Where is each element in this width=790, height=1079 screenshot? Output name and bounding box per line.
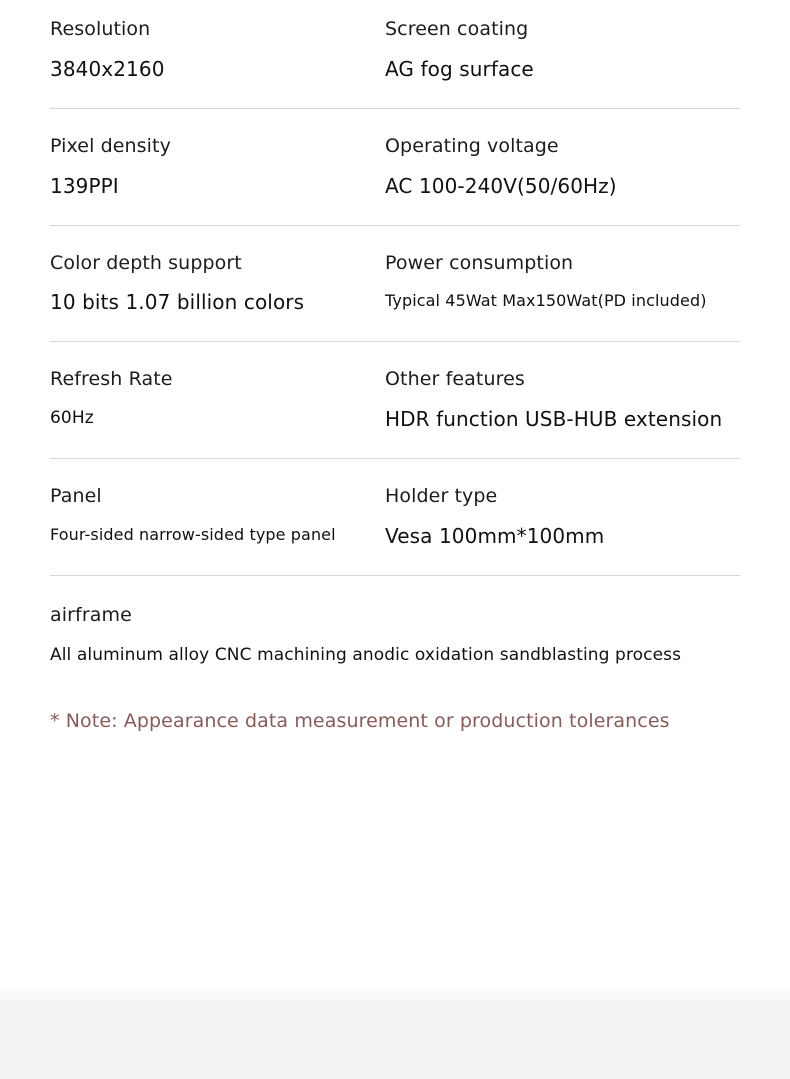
spec-cell-left [50, 368, 385, 432]
spec-value: Typical 45Wat Max150Wat(PD included) [385, 291, 707, 311]
spec-label: Color depth support [50, 251, 242, 274]
spec-value: HDR function USB-HUB extension [385, 407, 723, 431]
spec-label: Pixel density [50, 134, 171, 157]
spec-value: Vesa 100mm*100mm [385, 523, 605, 548]
spec-label: airframe [50, 603, 132, 626]
spec-label: Screen coating [385, 18, 529, 40]
table-row [50, 226, 740, 342]
table-row-airframe [50, 576, 740, 666]
bottom-band [0, 1001, 790, 1079]
spec-cell-left [50, 252, 385, 316]
spec-cell-right [385, 135, 740, 199]
spec-value: 60Hz [50, 408, 94, 428]
spec-value: 3840x2160 [50, 56, 165, 81]
spec-value: 10 bits 1.07 billion colors [50, 290, 305, 315]
spec-cell-left [50, 18, 385, 82]
table-row [50, 0, 740, 108]
spec-label: Holder type [385, 485, 498, 507]
spec-value: 139PPI [50, 173, 119, 198]
spec-cell-right [385, 368, 740, 432]
spec-label: Panel [50, 485, 102, 507]
spec-cell-left [50, 485, 385, 549]
spec-cell-left [50, 135, 385, 199]
spec-label: Power consumption [385, 251, 574, 274]
spec-value: Four-sided narrow-sided type panel [50, 524, 336, 544]
specification-table [50, 0, 740, 732]
spec-value: AC 100-240V(50/60Hz) [385, 173, 617, 198]
spec-value: AG fog surface [385, 56, 534, 81]
note-text: * Note: Appearance data measurement or production tolerances [50, 709, 670, 732]
table-row [50, 459, 740, 575]
spec-cell-right [385, 18, 740, 82]
spec-cell-right [385, 485, 740, 549]
spec-label: Other features [385, 368, 525, 391]
bottom-band-highlight [0, 989, 790, 1001]
table-row [50, 109, 740, 225]
spec-label: Refresh Rate [50, 368, 173, 391]
spec-label: Resolution [50, 18, 151, 40]
spec-label: Operating voltage [385, 134, 559, 157]
table-row [50, 342, 740, 458]
spec-value: All aluminum alloy CNC machining anodic oxidation sandblasting process [50, 644, 682, 665]
spec-cell-right [385, 252, 740, 316]
